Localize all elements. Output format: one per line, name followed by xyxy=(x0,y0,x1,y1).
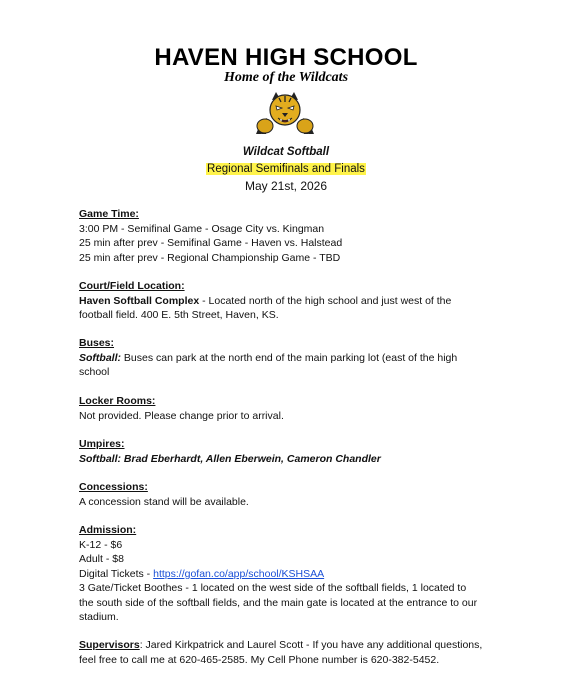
umpires-text: Softball: Brad Eberhardt, Allen Eberwein, Cameron Chandler xyxy=(79,452,381,465)
digital-tickets-label: Digital Tickets - xyxy=(79,567,154,580)
buses-text-1: Buses can park at the north end of the main parking lot (east of the high xyxy=(121,351,458,364)
game-time-line: 3:00 PM - Semifinal Game - Osage City vs. Kingman xyxy=(79,222,325,235)
location-line-1 xyxy=(79,294,499,309)
admission-section xyxy=(79,523,499,625)
buses-section xyxy=(79,336,499,380)
umpires-section xyxy=(79,437,499,466)
admission-gate-3: stadium. xyxy=(79,611,119,623)
location-text-1: - Located north of the high school and just west of the xyxy=(199,294,452,307)
game-time-section xyxy=(79,207,499,265)
supervisors-text-1: : Jared Kirkpatrick and Laurel Scott - If you have any additional questions, xyxy=(139,639,483,651)
supervisors-line-1 xyxy=(79,638,509,653)
event-date: May 21st, 2026 xyxy=(244,179,328,193)
locker-rooms-text: Not provided. Please change prior to arrival. xyxy=(79,409,284,422)
buses-text-2: school xyxy=(79,366,110,378)
admission-gate-1: 3 Gate/Ticket Boothes - 1 located on the west side of the softball fields, 1 located to xyxy=(79,582,467,594)
concessions-title: Concessions: xyxy=(79,481,148,493)
buses-line-1 xyxy=(79,351,499,366)
game-time-line: 25 min after prev - Semifinal Game - Haven vs. Halstead xyxy=(79,237,343,249)
event-title-highlight: Regional Semifinals and Finals xyxy=(207,163,365,175)
supervisors-section xyxy=(79,638,509,667)
school-tagline: Home of the Wildcats xyxy=(223,70,349,85)
locker-rooms-section xyxy=(79,394,499,423)
concessions-section xyxy=(79,480,499,509)
location-title: Court/Field Location: xyxy=(79,280,185,292)
location-text-2: football field. 400 E. 5th Street, Haven, KS. xyxy=(79,309,279,321)
supervisors-title: Supervisors xyxy=(79,639,140,651)
admission-gate-2: the south side of the softball fields, and the main gate is located at the entrance to our xyxy=(79,596,478,609)
venue-name: Haven Softball Complex xyxy=(79,294,200,307)
concessions-text: A concession stand will be available. xyxy=(79,495,249,508)
school-name: HAVEN HIGH SCHOOL xyxy=(154,44,418,71)
location-section xyxy=(79,279,499,323)
buses-label: Softball: xyxy=(79,351,121,364)
game-time-line: 25 min after prev - Regional Championship Game - TBD xyxy=(79,251,341,264)
umpires-title: Umpires: xyxy=(79,438,125,450)
buses-title: Buses: xyxy=(79,337,115,349)
game-time-title: Game Time: xyxy=(79,208,139,220)
admission-title: Admission: xyxy=(79,524,137,536)
admission-digital-line xyxy=(79,567,499,582)
digital-tickets-link[interactable]: https://gofan.co/app/school/KSHSAA xyxy=(153,567,325,580)
event-sport: Wildcat Softball xyxy=(242,146,330,158)
locker-rooms-title: Locker Rooms: xyxy=(79,395,156,407)
event-title-row xyxy=(0,163,572,175)
wildcat-mascot-logo-icon xyxy=(252,90,318,138)
supervisors-text-2: feel free to call me at 620-465-2585. My Cell Phone number is 620-382-5452. xyxy=(79,653,440,666)
admission-k12: K-12 - $6 xyxy=(79,538,123,551)
admission-adult: Adult - $8 xyxy=(79,553,124,565)
